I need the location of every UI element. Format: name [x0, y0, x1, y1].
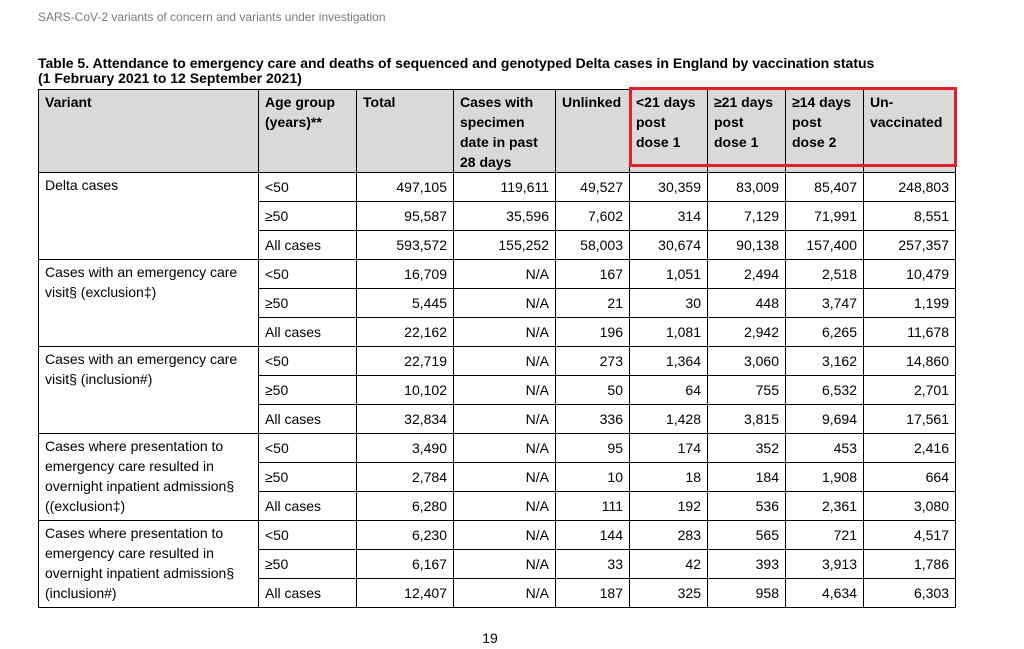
variant-cell — [39, 521, 259, 608]
age-group-cell: <50 — [259, 260, 357, 289]
value-cell-lt21-dose1: 283 — [630, 521, 708, 550]
age-group-cell: ≥50 — [259, 289, 357, 318]
column-header-line: dose 1 — [636, 134, 681, 150]
caption-line-1: Table 5. Attendance to emergency care and deaths of sequenced and genotyped Delta cases in England by vaccination status — [38, 55, 875, 71]
value-cell-total: 12,407 — [357, 579, 454, 608]
column-header-line: dose 1 — [714, 134, 759, 150]
value-cell-lt21-dose1: 1,051 — [630, 260, 708, 289]
value-cell-specimen-date: N/A — [454, 405, 556, 434]
column-header-line: ≥14 days — [792, 94, 852, 110]
value-cell-unvaccinated: 3,080 — [864, 492, 956, 521]
value-cell-ge14-dose2: 4,634 — [786, 579, 864, 608]
variant-label-line: Cases where presentation to — [45, 438, 224, 454]
value-cell-lt21-dose1: 325 — [630, 579, 708, 608]
age-group-cell: ≥50 — [259, 376, 357, 405]
value-cell-ge21-dose1: 90,138 — [708, 231, 786, 260]
table-row — [39, 434, 956, 463]
table-row — [39, 260, 956, 289]
value-cell-specimen-date: N/A — [454, 347, 556, 376]
value-cell-total: 6,167 — [357, 550, 454, 579]
column-header-ge14-dose2 — [786, 90, 864, 173]
value-cell-specimen-date: N/A — [454, 434, 556, 463]
variant-label-line: Cases where presentation to — [45, 525, 224, 541]
value-cell-ge21-dose1: 3,060 — [708, 347, 786, 376]
value-cell-ge21-dose1: 184 — [708, 463, 786, 492]
column-header-age-group — [259, 90, 357, 173]
table-body — [39, 173, 956, 608]
value-cell-ge14-dose2: 6,532 — [786, 376, 864, 405]
value-cell-unvaccinated: 11,678 — [864, 318, 956, 347]
column-header-line: post — [636, 114, 666, 130]
value-cell-unvaccinated: 248,803 — [864, 173, 956, 202]
variant-cell — [39, 173, 259, 260]
value-cell-ge14-dose2: 71,991 — [786, 202, 864, 231]
value-cell-unvaccinated: 1,786 — [864, 550, 956, 579]
value-cell-total: 5,445 — [357, 289, 454, 318]
age-group-cell: <50 — [259, 173, 357, 202]
table-row — [39, 347, 956, 376]
value-cell-ge14-dose2: 3,913 — [786, 550, 864, 579]
value-cell-unlinked: 95 — [556, 434, 630, 463]
value-cell-unvaccinated: 8,551 — [864, 202, 956, 231]
value-cell-lt21-dose1: 18 — [630, 463, 708, 492]
value-cell-unvaccinated: 664 — [864, 463, 956, 492]
column-header-line: post — [714, 114, 744, 130]
column-header-line: <21 days — [636, 94, 696, 110]
column-header-line: (years)** — [265, 114, 322, 130]
vaccination-status-table — [38, 89, 956, 608]
value-cell-ge14-dose2: 3,747 — [786, 289, 864, 318]
value-cell-total: 3,490 — [357, 434, 454, 463]
value-cell-total: 6,230 — [357, 521, 454, 550]
column-header-variant — [39, 90, 259, 173]
value-cell-specimen-date: 35,596 — [454, 202, 556, 231]
variant-label-line: ((exclusion‡) — [45, 498, 126, 514]
value-cell-specimen-date: N/A — [454, 260, 556, 289]
value-cell-total: 10,102 — [357, 376, 454, 405]
age-group-cell: ≥50 — [259, 463, 357, 492]
value-cell-ge21-dose1: 2,494 — [708, 260, 786, 289]
value-cell-ge21-dose1: 352 — [708, 434, 786, 463]
variant-label-line: visit§ (inclusion#) — [45, 371, 153, 387]
variant-label-line: Delta cases — [45, 177, 119, 193]
table-header-row — [39, 90, 956, 173]
value-cell-ge21-dose1: 3,815 — [708, 405, 786, 434]
value-cell-lt21-dose1: 174 — [630, 434, 708, 463]
value-cell-unvaccinated: 4,517 — [864, 521, 956, 550]
value-cell-total: 22,719 — [357, 347, 454, 376]
table-row — [39, 173, 956, 202]
value-cell-ge21-dose1: 755 — [708, 376, 786, 405]
column-header-unlinked — [556, 90, 630, 173]
value-cell-ge14-dose2: 1,908 — [786, 463, 864, 492]
age-group-cell: ≥50 — [259, 202, 357, 231]
value-cell-ge14-dose2: 85,407 — [786, 173, 864, 202]
column-header-line: date in past — [460, 134, 538, 150]
variant-label-line: emergency care resulted in — [45, 545, 214, 561]
value-cell-unvaccinated: 17,561 — [864, 405, 956, 434]
value-cell-unlinked: 21 — [556, 289, 630, 318]
value-cell-unlinked: 187 — [556, 579, 630, 608]
value-cell-unlinked: 10 — [556, 463, 630, 492]
column-header-unvaccinated — [864, 90, 956, 173]
value-cell-specimen-date: N/A — [454, 376, 556, 405]
value-cell-lt21-dose1: 42 — [630, 550, 708, 579]
value-cell-specimen-date: N/A — [454, 521, 556, 550]
value-cell-total: 22,162 — [357, 318, 454, 347]
column-header-line: dose 2 — [792, 134, 837, 150]
value-cell-specimen-date: N/A — [454, 463, 556, 492]
column-header-line: Age group — [265, 94, 335, 110]
value-cell-ge14-dose2: 721 — [786, 521, 864, 550]
caption-line-2: (1 February 2021 to 12 September 2021) — [38, 70, 302, 86]
value-cell-total: 6,280 — [357, 492, 454, 521]
value-cell-unlinked: 7,602 — [556, 202, 630, 231]
value-cell-ge21-dose1: 2,942 — [708, 318, 786, 347]
page-number: 19 — [482, 630, 498, 646]
column-header-line: vaccinated — [870, 114, 943, 130]
age-group-cell: All cases — [259, 579, 357, 608]
value-cell-ge21-dose1: 536 — [708, 492, 786, 521]
value-cell-unlinked: 167 — [556, 260, 630, 289]
age-group-cell: All cases — [259, 318, 357, 347]
age-group-cell: <50 — [259, 521, 357, 550]
value-cell-ge21-dose1: 83,009 — [708, 173, 786, 202]
value-cell-ge21-dose1: 393 — [708, 550, 786, 579]
value-cell-total: 2,784 — [357, 463, 454, 492]
value-cell-ge14-dose2: 157,400 — [786, 231, 864, 260]
value-cell-lt21-dose1: 314 — [630, 202, 708, 231]
column-header-line: Total — [363, 94, 396, 110]
value-cell-ge21-dose1: 448 — [708, 289, 786, 318]
variant-label-line: Cases with an emergency care — [45, 351, 238, 367]
value-cell-ge14-dose2: 6,265 — [786, 318, 864, 347]
value-cell-ge14-dose2: 3,162 — [786, 347, 864, 376]
value-cell-specimen-date: N/A — [454, 492, 556, 521]
value-cell-unlinked: 33 — [556, 550, 630, 579]
variant-label-line: overnight inpatient admission§ — [45, 478, 235, 494]
value-cell-unvaccinated: 2,416 — [864, 434, 956, 463]
value-cell-ge14-dose2: 2,518 — [786, 260, 864, 289]
value-cell-unvaccinated: 1,199 — [864, 289, 956, 318]
age-group-cell: All cases — [259, 492, 357, 521]
value-cell-specimen-date: N/A — [454, 550, 556, 579]
value-cell-unvaccinated: 10,479 — [864, 260, 956, 289]
value-cell-lt21-dose1: 1,428 — [630, 405, 708, 434]
running-header: SARS-CoV-2 variants of concern and variants under investigation — [38, 10, 386, 24]
value-cell-ge21-dose1: 7,129 — [708, 202, 786, 231]
column-header-total — [357, 90, 454, 173]
value-cell-lt21-dose1: 30 — [630, 289, 708, 318]
age-group-cell: All cases — [259, 231, 357, 260]
variant-label-line: overnight inpatient admission§ — [45, 565, 235, 581]
variant-label-line: Cases with an emergency care — [45, 264, 238, 280]
value-cell-total: 16,709 — [357, 260, 454, 289]
value-cell-unvaccinated: 14,860 — [864, 347, 956, 376]
variant-cell — [39, 347, 259, 434]
value-cell-specimen-date: 155,252 — [454, 231, 556, 260]
value-cell-unlinked: 111 — [556, 492, 630, 521]
age-group-cell: All cases — [259, 405, 357, 434]
column-header-line: specimen — [460, 114, 525, 130]
value-cell-ge21-dose1: 958 — [708, 579, 786, 608]
value-cell-unvaccinated: 2,701 — [864, 376, 956, 405]
age-group-cell: ≥50 — [259, 550, 357, 579]
variant-label-line: (inclusion#) — [45, 585, 117, 601]
value-cell-lt21-dose1: 1,081 — [630, 318, 708, 347]
value-cell-unlinked: 273 — [556, 347, 630, 376]
table-caption — [38, 56, 998, 86]
value-cell-total: 32,834 — [357, 405, 454, 434]
value-cell-total: 593,572 — [357, 231, 454, 260]
age-group-cell: <50 — [259, 347, 357, 376]
value-cell-lt21-dose1: 30,359 — [630, 173, 708, 202]
value-cell-unlinked: 58,003 — [556, 231, 630, 260]
value-cell-specimen-date: N/A — [454, 289, 556, 318]
value-cell-total: 497,105 — [357, 173, 454, 202]
value-cell-lt21-dose1: 1,364 — [630, 347, 708, 376]
variant-label-line: visit§ (exclusion‡) — [45, 284, 157, 300]
value-cell-unlinked: 336 — [556, 405, 630, 434]
variant-label-line: emergency care resulted in — [45, 458, 214, 474]
column-header-line: post — [792, 114, 822, 130]
value-cell-specimen-date: N/A — [454, 318, 556, 347]
value-cell-unlinked: 196 — [556, 318, 630, 347]
value-cell-ge14-dose2: 2,361 — [786, 492, 864, 521]
column-header-line: Unlinked — [562, 94, 622, 110]
value-cell-ge21-dose1: 565 — [708, 521, 786, 550]
value-cell-unlinked: 49,527 — [556, 173, 630, 202]
value-cell-unvaccinated: 257,357 — [864, 231, 956, 260]
value-cell-lt21-dose1: 192 — [630, 492, 708, 521]
value-cell-lt21-dose1: 64 — [630, 376, 708, 405]
value-cell-unlinked: 50 — [556, 376, 630, 405]
variant-cell — [39, 260, 259, 347]
value-cell-lt21-dose1: 30,674 — [630, 231, 708, 260]
age-group-cell: <50 — [259, 434, 357, 463]
column-header-specimen-date — [454, 90, 556, 173]
column-header-ge21-dose1 — [708, 90, 786, 173]
value-cell-ge14-dose2: 9,694 — [786, 405, 864, 434]
variant-cell — [39, 434, 259, 521]
value-cell-specimen-date: 119,611 — [454, 173, 556, 202]
value-cell-ge14-dose2: 453 — [786, 434, 864, 463]
value-cell-unlinked: 144 — [556, 521, 630, 550]
value-cell-specimen-date: N/A — [454, 579, 556, 608]
column-header-line: ≥21 days — [714, 94, 774, 110]
column-header-line: Cases with — [460, 94, 534, 110]
value-cell-unvaccinated: 6,303 — [864, 579, 956, 608]
column-header-lt21-dose1 — [630, 90, 708, 173]
table-row — [39, 521, 956, 550]
column-header-line: Variant — [45, 94, 92, 110]
column-header-line: Un- — [870, 94, 894, 110]
value-cell-total: 95,587 — [357, 202, 454, 231]
column-header-line: 28 days — [460, 154, 512, 170]
